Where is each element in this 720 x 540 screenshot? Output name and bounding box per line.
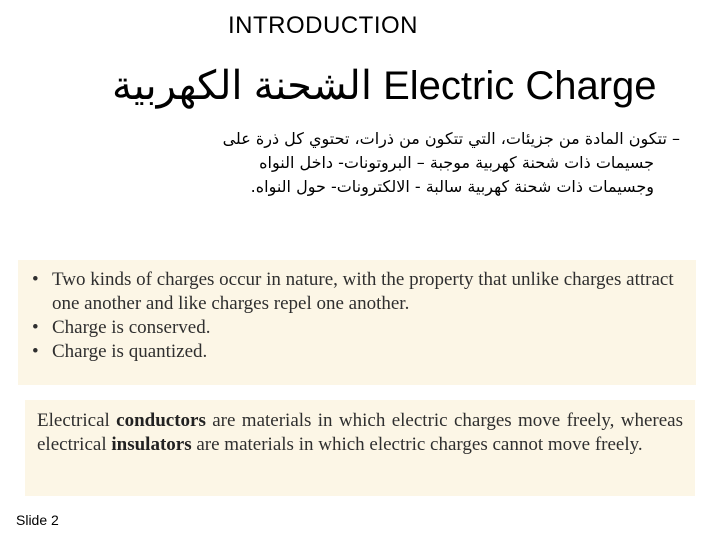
charge-properties-list [18, 260, 696, 364]
para-text-1: Electrical [37, 410, 117, 431]
arabic-text-block [40, 127, 680, 199]
slide-number: Slide 2 [16, 512, 59, 528]
arabic-line-3: وجسيمات ذات شحنة كهربية سالبة - الالكترونات- حول النواه. [250, 177, 654, 196]
bullet-text: Two kinds of charges occur in nature, with the property that unlike charges attract one another and like charges repel one another. [52, 269, 674, 314]
conductors-insulators-box [25, 400, 695, 496]
arabic-line-2: جسيمات ذات شحنة كهربية موجبة – البروتونات- داخل النواه [259, 153, 654, 172]
arabic-line-1: – تتكون المادة من جزيئات، التي تتكون من ذرات، تحتوي كل ذرة على [222, 129, 680, 148]
bullet-icon: • [32, 317, 39, 338]
insulators-term: insulators [111, 434, 192, 455]
section-label: INTRODUCTION [228, 12, 418, 39]
conductors-term: conductors [116, 410, 206, 431]
bullet-item [32, 340, 686, 364]
para-text-3: are materials in which electric charges cannot move freely. [191, 434, 643, 455]
bullet-item [32, 268, 686, 316]
bullet-text: Charge is quantized. [52, 341, 208, 362]
bullet-text: Charge is conserved. [52, 317, 211, 338]
conductors-paragraph [25, 400, 695, 457]
para-text-2: are materials in which electric charges move freely, whereas electrical [37, 410, 683, 455]
bullet-item [32, 316, 686, 340]
bullet-icon: • [32, 341, 39, 362]
slide-title: الشحنة الكهربية Electric Charge [112, 64, 657, 108]
bullet-icon: • [32, 269, 39, 290]
charge-properties-box [18, 260, 696, 385]
